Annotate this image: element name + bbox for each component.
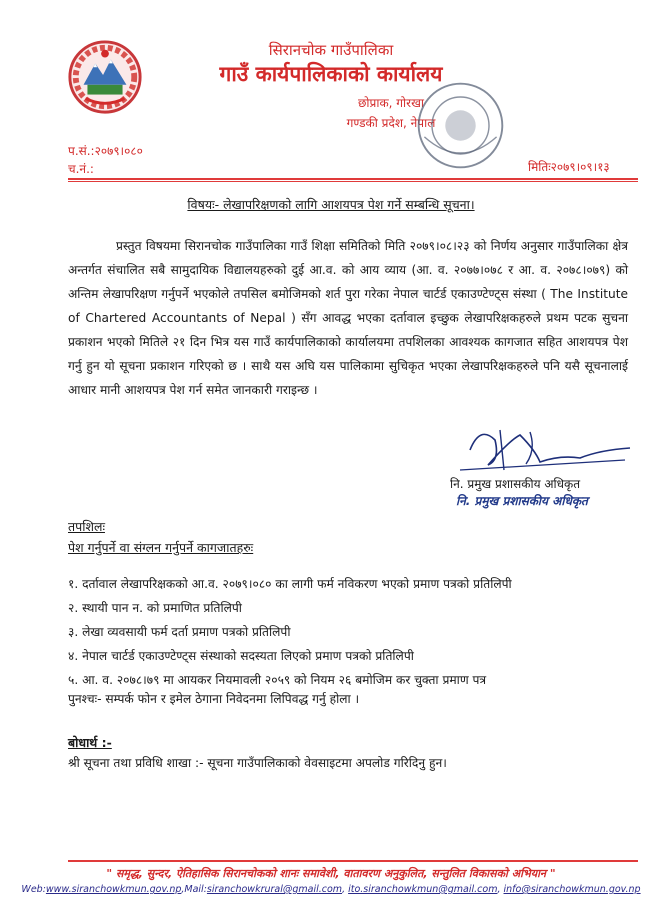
footer-contacts: Web:www.siranchowkmun.gov.np,Mail:siranchowkrural@gmail.com, ito.siranchowkmun@gmail.com, info@siranchowkmun.gov.np — [21, 884, 641, 895]
mail-label: ,Mail: — [181, 884, 207, 895]
letter-date: मितिः२०७९।०९।१३ — [528, 160, 610, 174]
reference-number: प.सं.:२०७९।०८० — [68, 144, 143, 158]
tapsil-heading: तपशिलः — [68, 519, 105, 534]
list-item: ४. नेपाल चार्टर्ड एकाउण्टेण्ट्स संस्थाको सदस्यता लिएको प्रमाण पत्रको प्रतिलिपी — [68, 649, 414, 663]
website-link[interactable]: www.siranchowkmun.gov.np — [45, 884, 182, 895]
footer-divider — [68, 860, 638, 862]
header-divider-thin — [68, 181, 638, 182]
postscript-note: पुनश्चः- सम्पर्क फोन र इमेल ठेगाना निवेदनमा लिपिवद्ध गर्नु होला । — [68, 692, 360, 706]
documents-heading: पेश गर्नुपर्ने वा संग्लन गर्नुपर्ने कागजातहरुः — [68, 540, 254, 555]
header-divider — [68, 178, 638, 180]
dispatch-number: च.नं.: — [68, 162, 94, 176]
documents-list — [68, 572, 638, 692]
notice-body: प्रस्तुत विषयमा सिरानचोक गाउँपालिका गाउँ शिक्षा समितिको मिति २०७९।०८।२३ को निर्णय अनुसार गाउँपालिका क्षेत्र अन्तर्गत संचालित सबै सामुदायिक विद्यालयहरुको दुई आ.व. को आय व्याय (आ. व. २०७७।०७८ र आ. व. २०७८।०७९) को अन्तिम लेखापरिक्षण गर्नुपर्ने भएकोले तपसिल बमोजिमको शर्त पुरा गरेका नेपाल चार्टर्ड एकाउण्टेण्ट्स संस्था ( The Institute of Chartered Accountants of Nepal ) सँग आवद्ध भएका दर्तावाल इच्छुक लेखापरिक्षकहरुले प्रथम पटक सुचना प्रकाशन भएको मितिले २१ दिन भित्र यस गाउँ कार्यपालिकाको कार्यालयमा तपशिलका आवश्यक कागजात सहित आशयपत्र पेश गर्नु हुन यो सूचना प्रकाशन गरिएको छ । साथै यस अघि यस पालिकामा सुचिकृत भएका लेखापरिक्षकहरुले पनि यसै सूचनालाई आधार मानी आशयपत्र पेश गर्न समेत जानकारी गराइन्छ । — [68, 239, 628, 397]
list-item: १. दर्तावाल लेखापरिक्षकको आ.व. २०७९।०८० का लागी फर्म नविकरण भएको प्रमाण पत्रको प्रतिलिपी — [68, 577, 512, 591]
subject-line: विषयः- लेखापरिक्षणको लागि आशयपत्र पेश गर्ने सम्बन्धि सूचना। — [187, 197, 475, 212]
bodhartha-heading: बोधार्थ :- — [68, 735, 112, 750]
office-province: गण्डकी प्रदेश, नेपाल — [346, 116, 436, 130]
list-item: २. स्थायी पान न. को प्रमाणित प्रतिलिपी — [68, 601, 242, 615]
office-stamp-icon — [413, 78, 508, 173]
signatory-stamp: नि. प्रमुख प्रशासकीय अधिकृत — [456, 494, 588, 508]
web-label: Web: — [21, 884, 46, 895]
bodhartha-line: श्री सूचना तथा प्रविधि शाखा :- सूचना गाउँपालिकाको वेवसाइटमा अपलोड गरिदिनु हुन। — [68, 756, 447, 770]
email-link[interactable]: info@siranchowkmun.gov.np — [503, 884, 641, 895]
signatory-title: नि. प्रमुख प्रशासकीय अधिकृत — [450, 477, 581, 491]
email-link[interactable]: siranchowkrural@gmail.com — [206, 884, 343, 895]
footer-motto: " समृद्ध, सुन्दर, ऐतिहासिक सिरानचोकको शानः समावेशी, वातावरण अनुकुलित, सन्तुलित विकासको अभियान " — [106, 867, 556, 880]
municipality-name: सिरानचोक गाउँपालिका — [268, 41, 394, 59]
list-item: ५. आ. व. २०७८।७९ मा आयकर नियमावली २०५९ को नियम २६ बमोजिम कर चुक्ता प्रमाण पत्र — [68, 673, 487, 687]
email-link[interactable]: ito.siranchowkmun@gmail.com — [348, 884, 498, 895]
office-address: छोप्राक, गोरखा — [358, 96, 424, 110]
office-name: गाउँ कार्यपालिकाको कार्यालय — [219, 62, 443, 86]
list-item: ३. लेखा व्यवसायी फर्म दर्ता प्रमाण पत्रको प्रतिलिपी — [68, 625, 291, 639]
